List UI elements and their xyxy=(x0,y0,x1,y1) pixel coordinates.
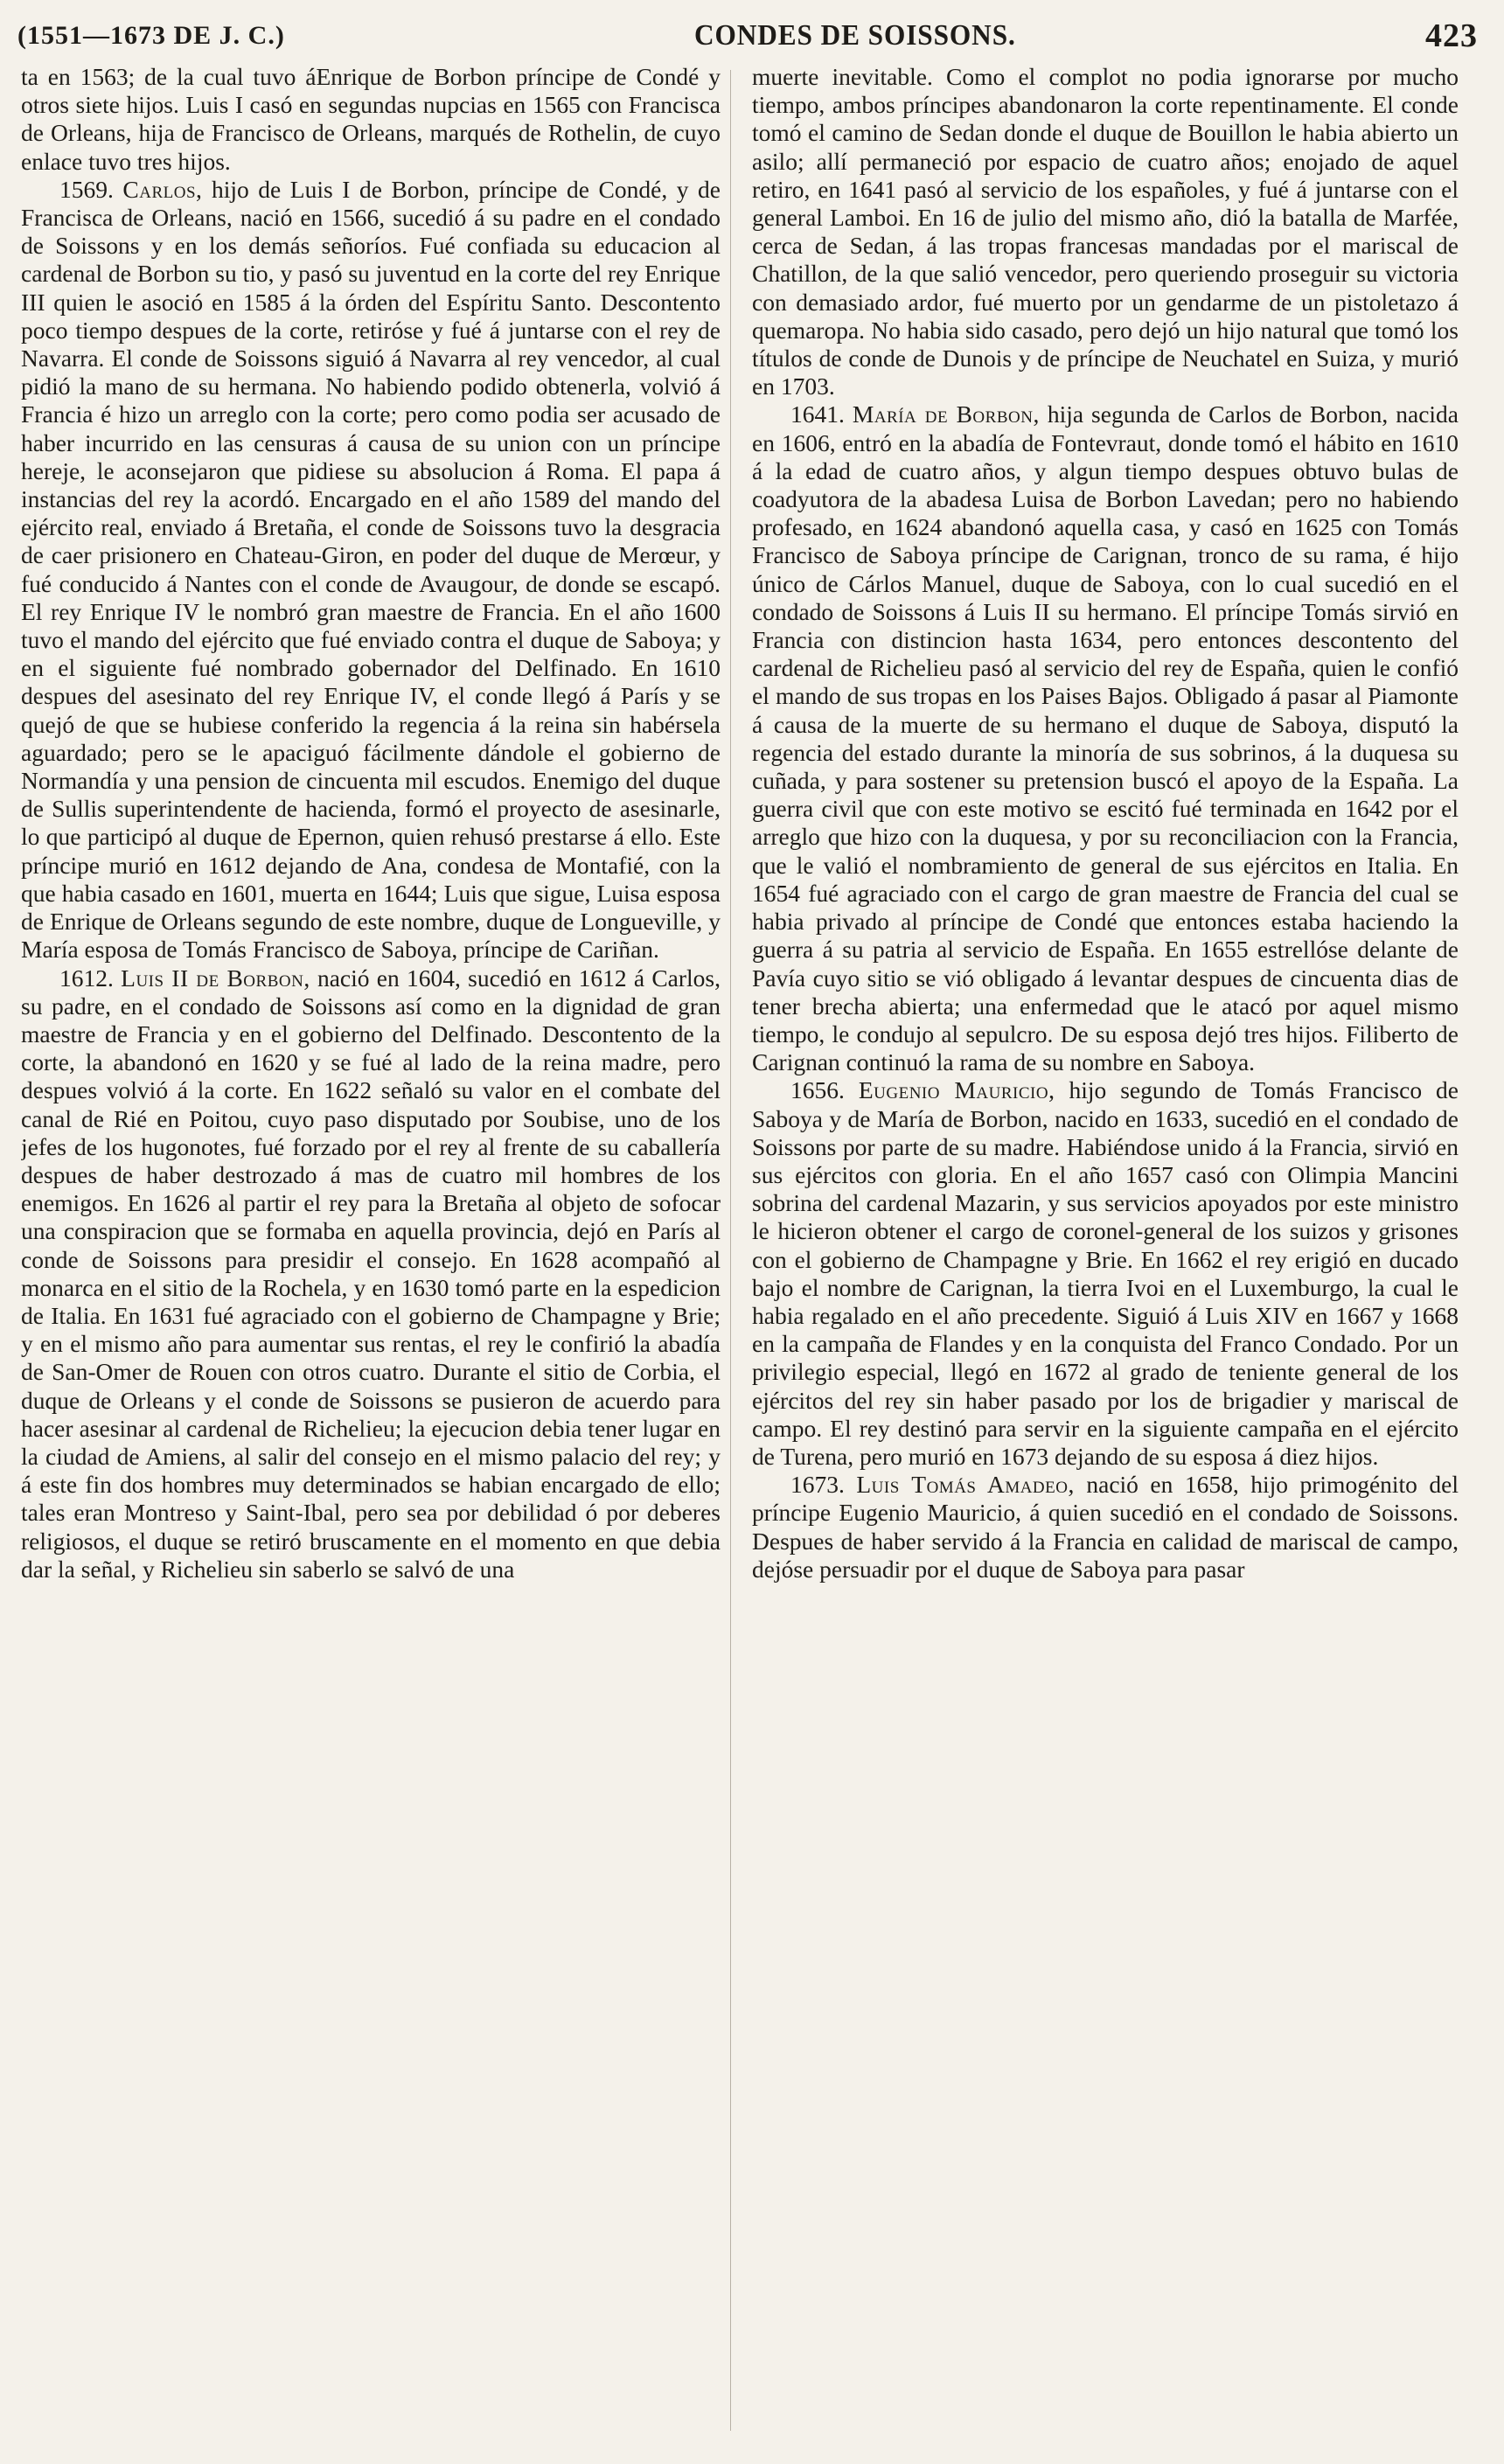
entry-luis-ii xyxy=(21,964,721,1584)
column-divider xyxy=(730,70,731,2431)
page-number: 423 xyxy=(1424,17,1478,54)
entry-year: 1569. xyxy=(59,175,114,203)
entry-maria xyxy=(752,400,1459,1076)
section-title: CONDES DE SOISSONS. xyxy=(694,19,1016,52)
entry-text: nació en 1604, sucedió en 1612 á Carlos, su padre, en el condado de Soissons así como en la dignidad de gran maestre de Francia y en el gobierno del Delfinado. Descontento de la corte, la abandonó en 1620 y se fué al lado de la reina madre, pero despues volvió á la corte. En 1622 señaló su valor en el combate del canal de Rié en Poitou, cuyo paso disputado por Soubise, uno de los jefes de los hugonotes, fué forzado por el rey al frente de su caballería despues de haber destrozado á mas de cuatro mil hombres de los enemigos. En 1626 al partir el rey para la Bretaña al objeto de sofocar una conspiracion que se formaba en aquella provincia, dejó en París al conde de Soissons para presidir el consejo. En 1628 acompañó al monarca en el sitio de la Rochela, y en 1630 tomó parte en la espedicion de Italia. En 1631 fué agraciado con el gobierno de Champagne y Brie; y en el mismo año para aumentar sus rentas, el rey le confirió la abadía de San-Omer de Rouen con otros cuatro. Durante el sitio de Corbia, el duque de Orleans y el conde de Soissons se pusieron de acuerdo para hacer asesinar al cardenal de Richelieu; la ejecucion debia tener lugar en la ciudad de Amiens, al salir del consejo en el mismo palacio del rey; y á este fin dos hombres muy determinados se habian encargado de ello; tales eran Montreso y Saint-Ibal, pero sea por debilidad ó por deberes religiosos, el duque se retiró bruscamente en el momento en que debia dar la señal, y Richelieu sin saberlo se salvó de una xyxy=(21,964,721,1583)
running-head xyxy=(17,9,1478,63)
entry-name: Luis Tomás Amadeo, xyxy=(856,1471,1075,1499)
entry-year: 1656. xyxy=(790,1076,845,1104)
entry-name: Eugenio Mauricio, xyxy=(858,1076,1055,1104)
entry-eugenio xyxy=(752,1076,1459,1471)
entry-luis-tomas xyxy=(752,1471,1459,1584)
entry-text: nació en 1658, hijo primogénito del príncipe Eugenio Mauricio, á quien sucedió en el condado de Soissons. Despues de haber servido á la Francia en calidad de mariscal de campo, dejóse persuadir por el duque de Saboya para pasar xyxy=(752,1471,1459,1583)
entry-carlos xyxy=(21,176,721,964)
entry-year: 1612. xyxy=(59,964,114,992)
entry-year: 1641. xyxy=(790,400,845,428)
date-range: (1551—1673 DE J. C.) xyxy=(17,21,285,50)
paragraph: muerte inevitable. Como el complot no podia ignorarse por mucho tiempo, ambos príncipes abandonaron la corte repentinamente. El conde tomó el camino de Sedan donde el duque de Bouillon le habia abierto un asilo; allí permaneció por espacio de cuatro años; enojado de aquel retiro, en 1641 pasó al servicio de los españoles, y fué á juntarse con el general Lamboi. En 16 de julio del mismo año, dió la batalla de Marfée, cerca de Sedan, á las tropas francesas mandadas por el mariscal de Chatillon, de la que salió vencedor, pero queriendo proseguir su victoria con demasiado ardor, fué muerto por un gendarme de un pistoletazo á quemaropa. No habia sido casado, pero dejó un hijo natural que tomó los títulos de conde de Dunois y de príncipe de Neuchatel en Suiza, y murió en 1703. xyxy=(752,63,1459,400)
entry-name: Carlos, xyxy=(122,175,203,203)
entry-name: María de Borbon, xyxy=(852,400,1040,428)
paragraph: ta en 1563; de la cual tuvo áEnrique de Borbon príncipe de Condé y otros siete hijos. Luis I casó en segundas nupcias en 1565 con Francisca de Orleans, hija de Francisco de Orleans, marqués de Rothelin, de cuyo enlace tuvo tres hijos. xyxy=(21,63,721,175)
entry-name: Luis II de Borbon, xyxy=(121,964,310,992)
entry-text: hijo de Luis I de Borbon, príncipe de Condé, y de Francisca de Orleans, nació en 1566, sucedió á su padre en el condado de Soissons y en los demás señoríos. Fué confiada su educacion al cardenal de Borbon su tio, y pasó su juventud en la corte del rey Enrique III quien le asoció en 1585 á la órden del Espíritu Santo. Descontento poco tiempo despues de la corte, retiróse y fué á juntarse con el rey de Navarra. El conde de Soissons siguió á Navarra al rey vencedor, al cual pidió la mano de su hermana. No habiendo podido obtenerla, volvió á Francia é hizo un arreglo con la corte; pero como podia ser acusado de haber incurrido en las censuras á causa de su union con un príncipe hereje, le aconsejaron que pidiese su absolucion á Roma. El papa á instancias del rey la acordó. Encargado en el año 1589 del mando del ejército real, enviado á Bretaña, el conde de Soissons tuvo la desgracia de caer prisionero en Chateau-Giron, en poder del duque de Merœur, y fué conducido á Nantes con el conde de Avaugour, de donde se escapó. El rey Enrique IV le nombró gran maestre de Francia. En el año 1600 tuvo el mando del ejército que fué enviado contra el duque de Saboya; y en el siguiente fué nombrado gobernador del Delfinado. En 1610 despues del asesinato del rey Enrique IV, el conde llegó á París y se quejó de que se hubiese conferido la regencia á la reina sin habérsela aguardado; pero se le apaciguó fácilmente dándole el gobierno de Normandía y una pension de cincuenta mil escudos. Enemigo del duque de Sullis superintendente de hacienda, formó el proyecto de asesinarle, lo que participó al duque de Epernon, quien rehusó prestarse á ello. Este príncipe murió en 1612 dejando de Ana, condesa de Montafié, con la que habia casado en 1601, muerta en 1644; Luis que sigue, Luisa esposa de Enrique de Orleans segundo de este nombre, duque de Longueville, y María esposa de Tomás Francisco de Saboya, príncipe de Cariñan. xyxy=(21,175,721,964)
entry-year: 1673. xyxy=(790,1471,845,1499)
right-column xyxy=(752,63,1459,2459)
entry-text: hija segunda de Carlos de Borbon, nacida en 1606, entró en la abadía de Fontevraut, donde tomó el hábito en 1610 á la edad de cuatro años, y algun tiempo despues obtuvo bulas de coadyutora de la abadesa Luisa de Borbon Lavedan; pero no habiendo profesado, en 1624 abandonó aquella casa, y casó en 1625 con Tomás Francisco de Saboya príncipe de Carignan, tronco de su rama, é hijo único de Cárlos Manuel, duque de Saboya, con lo cual sucedió en el condado de Soissons á Luis II su hermano. El príncipe Tomás sirvió en Francia con distincion hasta 1634, pero entonces descontento del cardenal de Richelieu pasó al servicio del rey de España, quien le confió el mando de sus tropas en los Paises Bajos. Obligado á pasar al Piamonte á causa de la muerte de su hermano el duque de Saboya, disputó la regencia del estado durante la minoría de sus sobrinos, á la duquesa su cuñada, y para sostener su pretension buscó el apoyo de la España. La guerra civil que con este motivo se escitó fué terminada en 1642 por el arreglo que hizo con la duquesa, y por su reconciliacion con la Francia, que le valió el nombramiento de general de sus ejércitos en Italia. En 1654 fué agraciado con el cargo de gran maestre de Francia del cual se habia privado al príncipe de Condé que entonces estaba haciendo la guerra á su patria al servicio de España. En 1655 estrellóse delante de Pavía cuyo sitio se vió obligado á levantar despues de cincuenta dias de tener brecha abierta; una enfermedad que le atacó por aquel mismo tiempo, le condujo al sepulcro. De su esposa dejó tres hijos. Filiberto de Carignan continuó la rama de su nombre en Saboya. xyxy=(752,400,1459,1076)
left-column xyxy=(21,63,721,2459)
entry-text: hijo segundo de Tomás Francisco de Saboya y de María de Borbon, nacido en 1633, sucedió en el condado de Soissons por parte de su madre. Habiéndose unido á la Francia, sirvió en sus ejércitos con gloria. En el año 1657 casó con Olimpia Mancini sobrina del cardenal Mazarin, y sus servicios apoyados por este ministro le hicieron obtener el cargo de coronel-general de los suizos y grisones con el gobierno de Champagne y Brie. En 1662 el rey erigió en ducado bajo el nombre de Carignan, la tierra Ivoi en el Luxemburgo, la cual le habia regalado en el año precedente. Siguió á Luis XIV en 1667 y 1668 en la campaña de Flandes y en la conquista del Franco Condado. Por un privilegio especial, llegó en 1672 al grado de teniente general de los ejércitos del rey sin haber pasado por los de brigadier y mariscal de campo. El rey destinó para servir en la siguiente campaña en el ejército de Turena, pero murió en 1673 dejando de su esposa á diez hijos. xyxy=(752,1076,1459,1470)
